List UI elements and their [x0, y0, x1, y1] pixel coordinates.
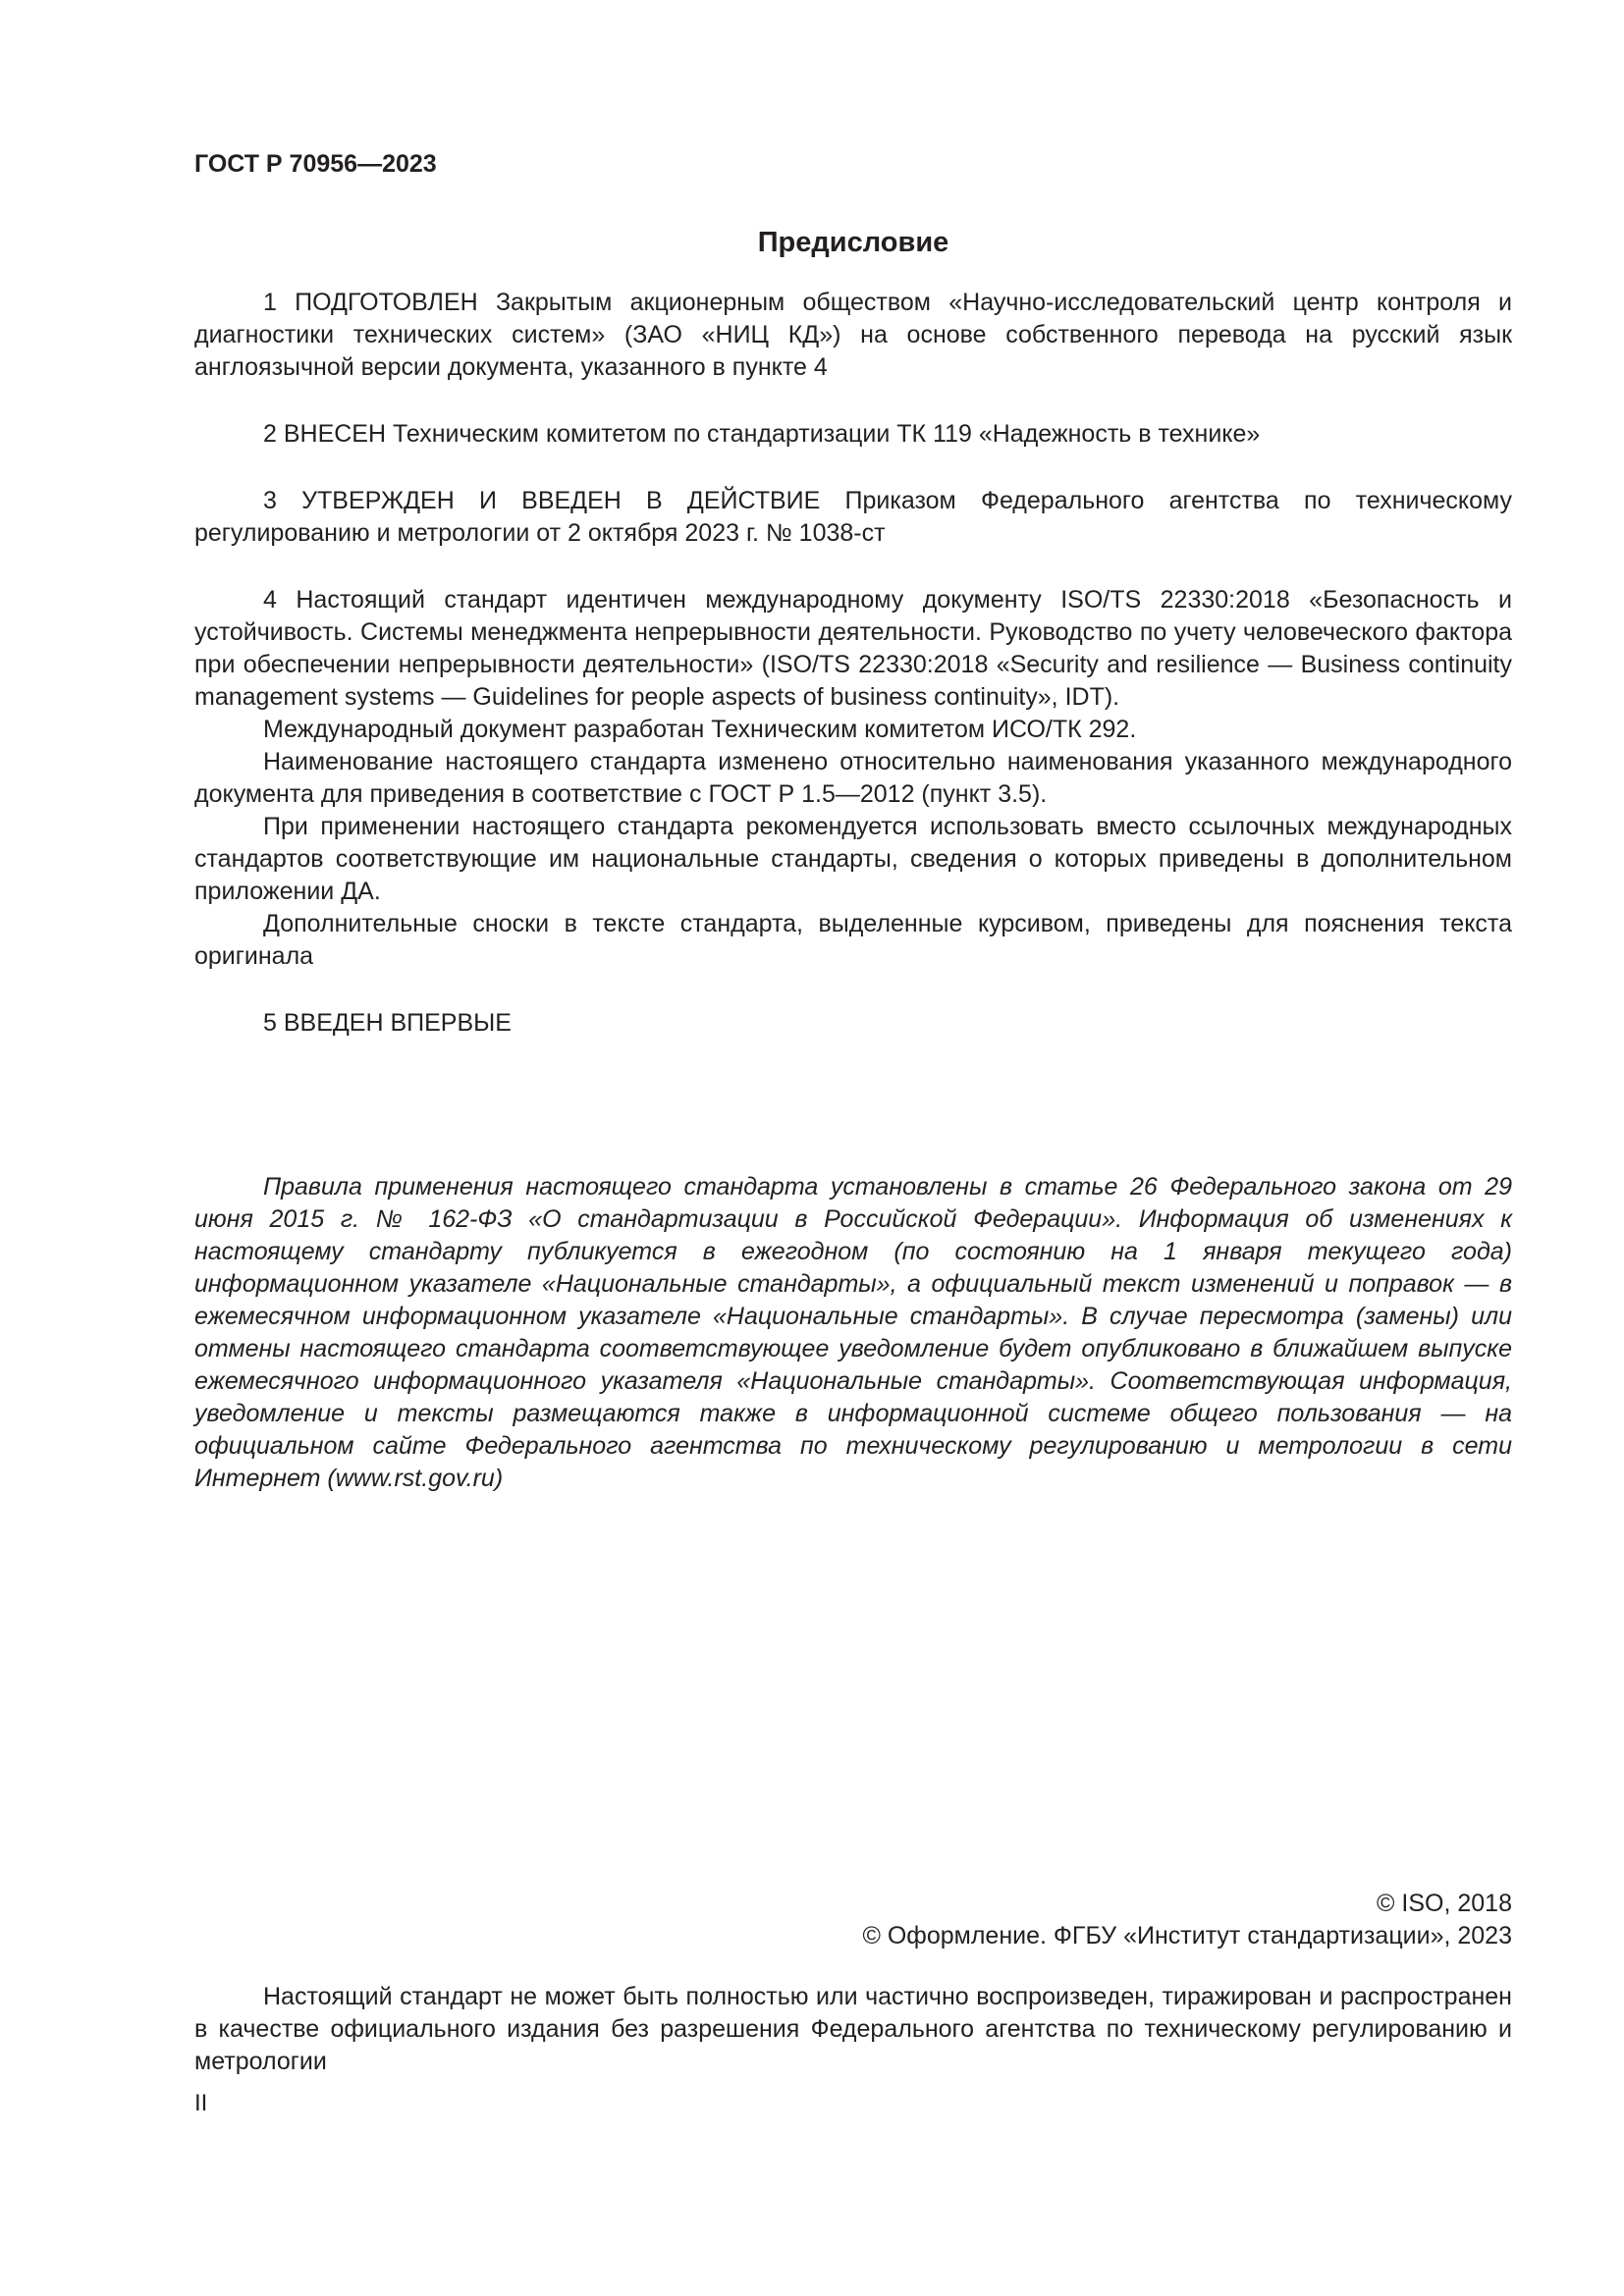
paragraph-footnotes: Дополнительные сноски в тексте стандарта, выделенные курсивом, приведены для пояснения текста оригинала	[194, 910, 1512, 970]
rules-notice	[194, 1171, 1512, 1495]
rules-notice-text: Правила применения настоящего стандарта установлены в статье 26 Федерального закона от 29 июня 2015 г. № 162-ФЗ «О стандартизации в Российской Федерации». Информация об изменениях к настоящему стандарту публикуется в ежегодном (по состоянию на 1 января текущего года) информационном указателе «Национальные стандарты», а официальный текст изменений и поправок — в ежемесячном информационном указателе «Национальные стандарты». В случае пересмотра (замены) или отмены настоящего стандарта соответствующее уведомление будет опубликовано в ближайшем выпуске ежемесячного информационного указателя «Национальные стандарты». Соответствующая информация, уведомление и тексты размещаются также в информационной системе общего пользования — на официальном сайте Федерального агентства по техническому регулированию и метрологии в сети Интернет (www.rst.gov.ru)	[194, 1173, 1512, 1492]
paragraph-references: При применении настоящего стандарта рекомендуется использовать вместо ссылочных международных стандартов соответствующие им национальные стандарты, сведения о которых приведены в дополнительном приложении ДА.	[194, 813, 1512, 905]
paragraph-prepared: 1 ПОДГОТОВЛЕН Закрытым акционерным обществом «Научно-исследовательский центр контроля и диагностики технических систем» (ЗАО «НИЦ КД») на основе собственного перевода на русский язык англоязычной версии документа, указанного в пункте 4	[194, 289, 1512, 381]
paragraph-identical: 4 Настоящий стандарт идентичен международному документу ISO/TS 22330:2018 «Безопасность и устойчивость. Системы менеджмента непрерывности деятельности. Руководство по учету человеческого фактора при обеспечении непрерывности деятельности» (ISO/TS 22330:2018 «Security and resilience — Business continuity management systems — Guidelines for people aspects of business continuity», IDT).	[194, 586, 1512, 711]
reproduction-notice-text: Настоящий стандарт не может быть полностью или частично воспроизведен, тиражирован и распространен в качестве официального издания без разрешения Федерального агентства по техническому регулированию и метрологии	[194, 1983, 1512, 2075]
paragraph-title-change: Наименование настоящего стандарта изменено относительно наименования указанного международного документа для приведения в соответствие с ГОСТ Р 1.5—2012 (пункт 3.5).	[194, 748, 1512, 808]
reproduction-notice	[194, 1981, 1512, 2078]
copyright-iso: © ISO, 2018	[1377, 1890, 1512, 1917]
paragraph-first-introduced: 5 ВВЕДЕН ВПЕРВЫЕ	[263, 1009, 512, 1037]
paragraph-committee: Международный документ разработан Техническим комитетом ИСО/ТК 292.	[263, 716, 1137, 743]
copyright-block	[194, 1888, 1512, 1952]
copyright-design: © Оформление. ФГБУ «Институт стандартизации», 2023	[862, 1922, 1512, 1949]
paragraph-introduced: 2 ВНЕСЕН Техническим комитетом по стандартизации ТК 119 «Надежность в технике»	[263, 420, 1261, 448]
paragraph-approved: 3 УТВЕРЖДЕН И ВВЕДЕН В ДЕЙСТВИЕ Приказом Федерального агентства по техническому регулированию и метрологии от 2 октября 2023 г. № 1038-ст	[194, 487, 1512, 547]
page-title: Предисловие	[757, 227, 949, 258]
document-code: ГОСТ Р 70956—2023	[194, 150, 437, 178]
foreword-body	[194, 287, 1512, 1040]
page-number: II	[194, 2090, 208, 2116]
